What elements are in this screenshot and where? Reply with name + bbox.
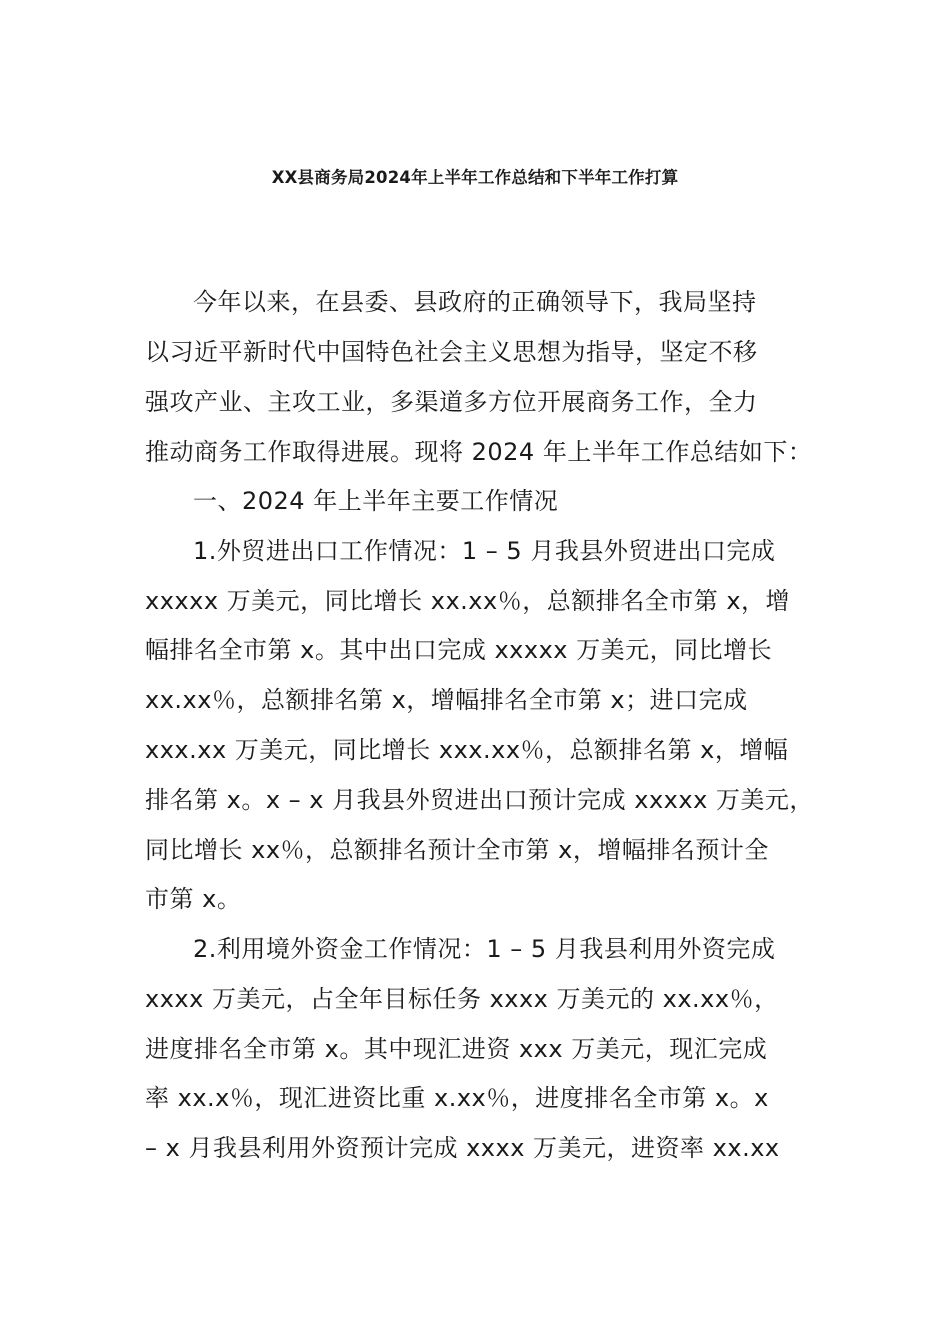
- paragraph-line: 进度排名全市第 x。其中现汇进资 xxx 万美元，现汇完成: [145, 1035, 768, 1063]
- paragraph-line: 排名第 x。x – x 月我县外贸进出口预计完成 xxxxx 万美元，: [145, 786, 814, 814]
- paragraph-line: xxx.xx 万美元，同比增长 xxx.xx％，总额排名第 x，增幅: [145, 736, 789, 764]
- paragraph-line: 2.利用境外资金工作情况：1 – 5 月我县利用外资完成: [193, 935, 776, 963]
- paragraph-line: xx.xx％，总额排名第 x，增幅排名全市第 x；进口完成: [145, 686, 748, 714]
- paragraph-line: 推动商务工作取得进展。现将 2024 年上半年工作总结如下：: [145, 438, 813, 466]
- paragraph-line: 以习近平新时代中国特色社会主义思想为指导，坚定不移: [145, 338, 758, 366]
- paragraph-line: 幅排名全市第 x。其中出口完成 xxxxx 万美元，同比增长: [145, 636, 773, 664]
- paragraph-line: 1.外贸进出口工作情况：1 – 5 月我县外贸进出口完成: [193, 537, 776, 565]
- paragraph-line: 今年以来，在县委、县政府的正确领导下，我局坚持: [193, 288, 757, 316]
- document-title: XX县商务局2024年上半年工作总结和下半年工作打算: [271, 168, 679, 187]
- paragraph-line: 强攻产业、主攻工业，多渠道多方位开展商务工作，全力: [145, 388, 758, 416]
- paragraph-line: – x 月我县利用外资预计完成 xxxx 万美元，进资率 xx.xx: [145, 1134, 780, 1162]
- paragraph-line: 率 xx.x％，现汇进资比重 x.xx％，进度排名全市第 x。x: [145, 1084, 769, 1112]
- section-heading: 一、2024 年上半年主要工作情况: [193, 487, 559, 515]
- paragraph-line: 市第 x。: [145, 885, 242, 913]
- paragraph-line: xxxxx 万美元，同比增长 xx.xx％，总额排名全市第 x，增: [145, 587, 791, 615]
- paragraph-line: 同比增长 xx％，总额排名预计全市第 x，增幅排名预计全: [145, 836, 769, 864]
- paragraph-line: xxxx 万美元，占全年目标任务 xxxx 万美元的 xx.xx％，: [145, 985, 779, 1013]
